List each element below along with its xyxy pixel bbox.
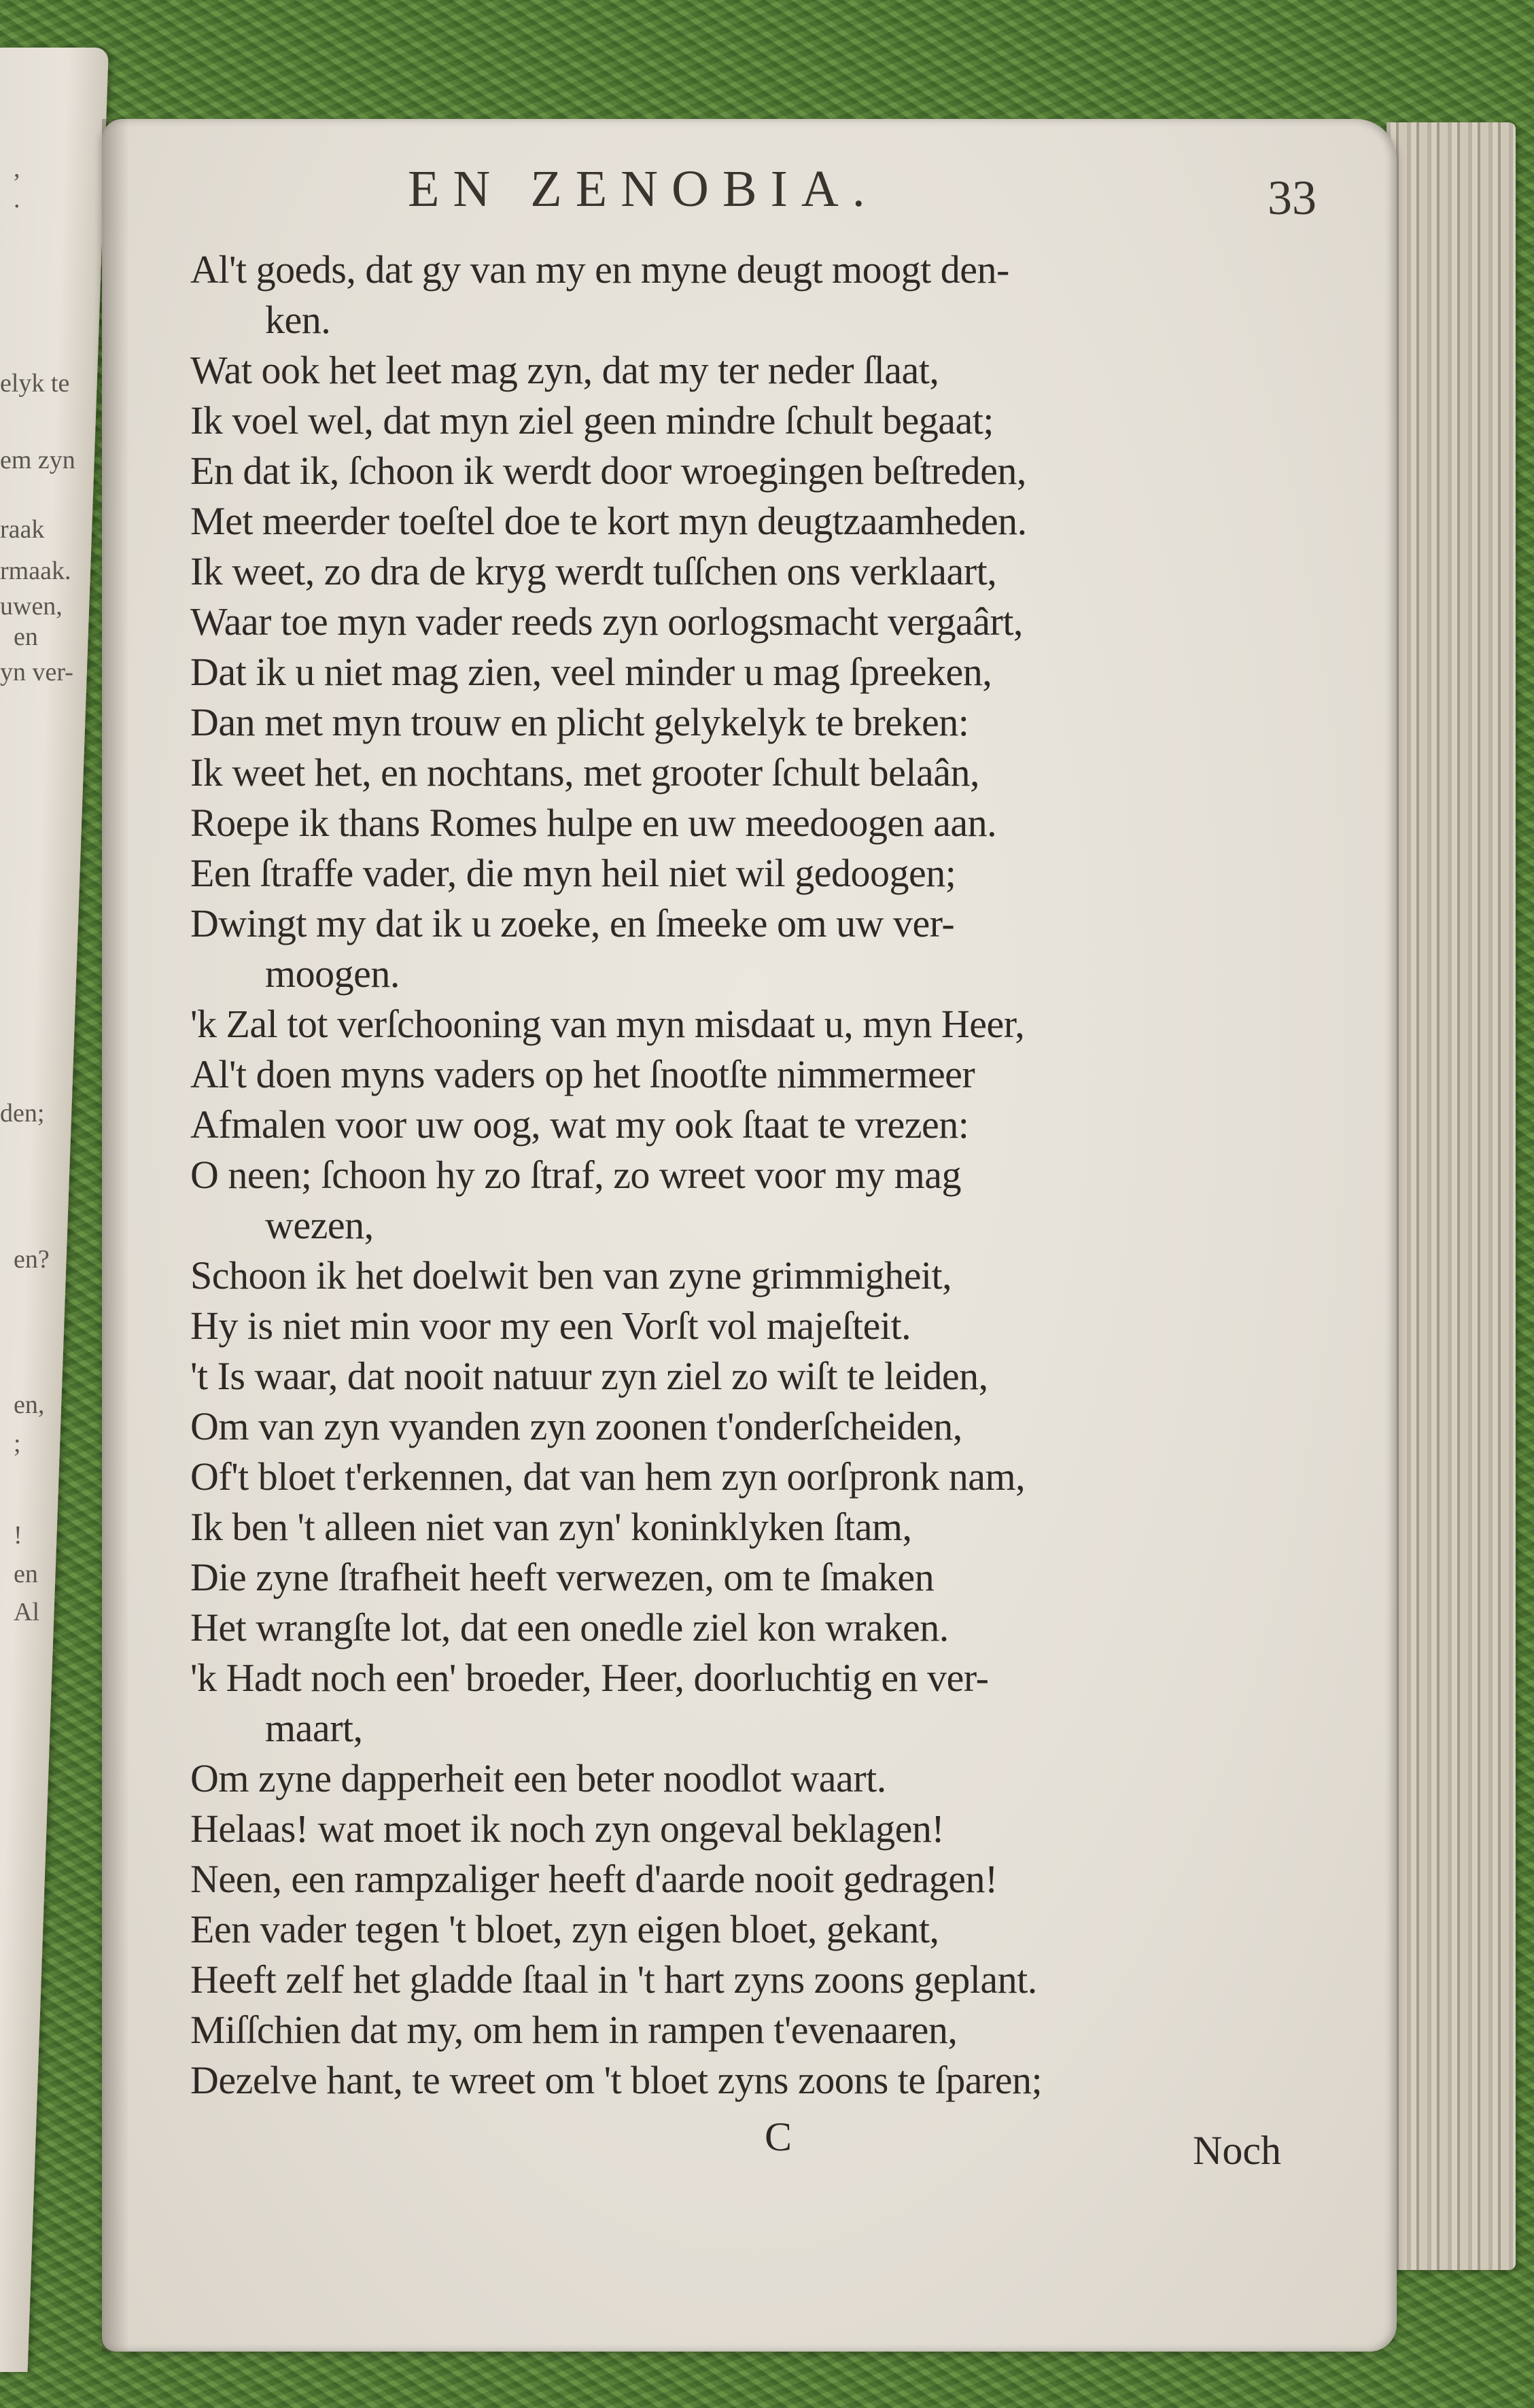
verse-line: O neen; ſchoon hy zo ſtraf, zo wreet voor my mag — [190, 1153, 962, 1197]
verse-text-block — [190, 245, 1346, 2106]
verse-line-continuation: ken. — [265, 298, 331, 342]
left-page-fragment: en — [14, 1560, 38, 1588]
left-page-fragment: en, — [14, 1391, 45, 1419]
left-page-fragment: uwen, — [0, 592, 63, 621]
verse-line-continuation: moogen. — [265, 952, 400, 996]
left-page-fragment: rmaak. — [0, 557, 71, 585]
verse-line: Helaas! wat moet ik noch zyn ongeval beklagen! — [190, 1807, 945, 1851]
verse-line: Wat ook het leet mag zyn, dat my ter neder ſlaat, — [190, 348, 939, 392]
verse-line: En dat ik, ſchoon ik werdt door wroegingen beſtreden, — [190, 449, 1026, 493]
verse-line: 'k Hadt noch een' broeder, Heer, doorluchtig en ver- — [190, 1656, 989, 1700]
verse-line: Een ſtraffe vader, die myn heil niet wil gedoogen; — [190, 851, 956, 895]
verse-line: Dezelve hant, te wreet om 't bloet zyns zoons te ſparen; — [190, 2058, 1043, 2102]
left-page-fragment: ! — [14, 1521, 22, 1550]
verse-line: Met meerder toeſtel doe te kort myn deugtzaamheden. — [190, 499, 1027, 543]
verse-line: Dwingt my dat ik u zoeke, en ſmeeke om uw ver- — [190, 901, 955, 945]
left-page-fragment: ; — [14, 1429, 21, 1458]
book-gutter — [102, 119, 129, 2352]
page-edges — [1387, 122, 1516, 2270]
verse-line: Ik weet, zo dra de kryg werdt tuſſchen ons verklaart, — [190, 549, 997, 593]
left-page-fragment: yn ver- — [0, 658, 73, 686]
verse-line-continuation: maart, — [265, 1706, 363, 1750]
verse-line: Schoon ik het doelwit ben van zyne grimmigheit, — [190, 1253, 952, 1297]
verse-line: Miſſchien dat my, om hem in rampen t'evenaaren, — [190, 2008, 958, 2052]
verse-line: Al't doen myns vaders op het ſnootſte nimmermeer — [190, 1052, 975, 1096]
verse-line: Om van zyn vyanden zyn zoonen t'onderſcheiden, — [190, 1404, 962, 1448]
running-head: EN ZENOBIA. — [408, 160, 879, 217]
left-page-fragment: , — [14, 154, 20, 183]
verse-line: Dan met myn trouw en plicht gelykelyk te breken: — [190, 700, 969, 744]
signature-mark: C — [765, 2114, 792, 2159]
verse-line: 'k Zal tot verſchooning van myn misdaat u, myn Heer, — [190, 1002, 1025, 1046]
verse-line: Om zyne dapperheit een beter noodlot waart. — [190, 1756, 886, 1800]
verse-line: Al't goeds, dat gy van my en myne deugt moogt den- — [190, 247, 1009, 292]
left-page-fragment: en? — [14, 1245, 50, 1274]
verse-line: Ik weet het, en nochtans, met grooter ſchult belaân, — [190, 750, 979, 795]
verse-line: Hy is niet min voor my een Vorſt vol majeſteit. — [190, 1304, 911, 1348]
left-page-fragment: den; — [0, 1099, 45, 1128]
left-page-fragment: raak — [0, 515, 45, 544]
left-page-fragment: em zyn — [0, 446, 75, 474]
verse-line: Een vader tegen 't bloet, zyn eigen bloet, gekant, — [190, 1907, 939, 1951]
verse-line: Ik ben 't alleen niet van zyn' koninklyken ſtam, — [190, 1505, 912, 1549]
left-page-fragment: . — [14, 185, 20, 213]
verse-line: Of't bloet t'erkennen, dat van hem zyn oorſpronk nam, — [190, 1454, 1026, 1499]
verse-line: Neen, een rampzaliger heeft d'aarde nooit gedragen! — [190, 1857, 998, 1901]
verse-line: Het wrangſte lot, dat een onedle ziel kon wraken. — [190, 1605, 949, 1650]
left-page-fragment: en — [14, 623, 38, 651]
left-page-fragment: Al — [14, 1598, 39, 1626]
verse-line: Dat ik u niet mag zien, veel minder u mag ſpreeken, — [190, 650, 992, 694]
verse-line: Die zyne ſtrafheit heeft verwezen, om te ſmaken — [190, 1555, 935, 1599]
verse-line: 't Is waar, dat nooit natuur zyn ziel zo wiſt te leiden, — [190, 1354, 988, 1398]
verse-line: Ik voel wel, dat myn ziel geen mindre ſchult begaat; — [190, 398, 994, 442]
verse-line-continuation: wezen, — [265, 1203, 374, 1247]
verse-line: Afmalen voor uw oog, wat my ook ſtaat te vrezen: — [190, 1102, 969, 1147]
verse-line: Roepe ik thans Romes hulpe en uw meedoogen aan. — [190, 801, 997, 845]
page-number: 33 — [1268, 171, 1317, 225]
catchword: Noch — [1193, 2128, 1281, 2173]
verse-line: Heeft zelf het gladde ſtaal in 't hart zyns zoons geplant. — [190, 1957, 1037, 2002]
left-page-fragment: elyk te — [0, 369, 70, 398]
verse-line: Waar toe myn vader reeds zyn oorlogsmacht vergaârt, — [190, 599, 1023, 644]
